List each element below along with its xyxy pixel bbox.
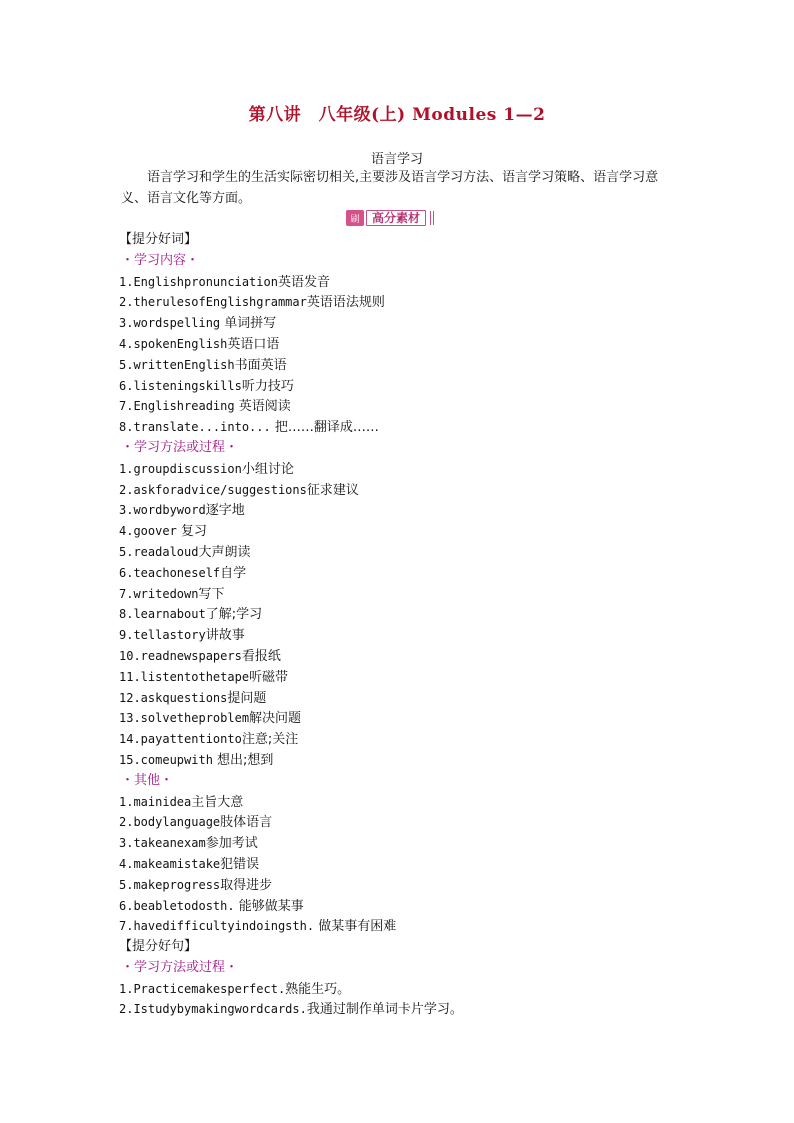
item-english: 1.Englishpronunciation [119, 274, 278, 289]
list-item [119, 272, 699, 293]
list-item [119, 750, 699, 771]
list-item [119, 334, 699, 355]
item-english: 9.tellastory [119, 628, 206, 643]
list-item [119, 854, 699, 875]
section-heading: 【提分好句】 [119, 939, 198, 955]
item-chinese: 英语口语 [227, 336, 280, 352]
item-chinese: 写下 [198, 586, 225, 602]
item-english: 1.groupdiscussion [119, 461, 242, 476]
item-english: 5.makeprogress [119, 877, 221, 892]
item-chinese: 英语语法规则 [306, 295, 385, 311]
item-english: 7.havedifficultyindoingsth. [119, 919, 315, 934]
item-chinese: 讲故事 [205, 628, 245, 644]
item-chinese: 逐字地 [205, 503, 245, 519]
list-item [119, 396, 699, 417]
brush-icon: 刷 [346, 210, 364, 226]
item-chinese: 听力技巧 [241, 378, 294, 394]
item-english: 7.Englishreading [119, 399, 235, 414]
item-chinese: 听磁带 [249, 669, 289, 685]
item-chinese: 自学 [220, 565, 247, 581]
section-subtitle: 语言学习 [370, 152, 423, 167]
list-item [119, 833, 699, 854]
list-item [119, 708, 699, 729]
item-chinese: 解决问题 [249, 711, 302, 727]
list-item [119, 979, 699, 1000]
item-english: 12.askquestions [119, 690, 228, 705]
item-english: 3.takeanexam [119, 836, 206, 851]
item-chinese: 单词拼写 [220, 316, 277, 332]
item-chinese: 取得进步 [220, 877, 273, 893]
list-item [119, 313, 699, 334]
list-item [119, 812, 699, 833]
item-english: 2.askforadvice/suggestions [119, 482, 307, 497]
list-item [119, 459, 699, 480]
item-chinese: 肢体语言 [220, 815, 273, 831]
item-english: 6.listeningskills [119, 378, 242, 393]
item-chinese: 能够做某事 [234, 898, 304, 914]
item-chinese: 复习 [176, 524, 207, 540]
item-english: 6.beabletodosth. [119, 898, 235, 913]
list-item [119, 480, 699, 501]
item-english: 2.Istudybymakingwordcards. [119, 1002, 307, 1017]
subsection-heading: ・学习内容・ [121, 252, 200, 268]
item-chinese: 主旨大意 [191, 794, 244, 810]
item-chinese: 注意;关注 [241, 732, 299, 748]
item-chinese: 犯错误 [220, 856, 260, 872]
item-english: 2.bodylanguage [119, 815, 221, 830]
badge-label: 高分素材 [366, 210, 426, 226]
list-item [119, 792, 699, 813]
page-title: 第八讲 八年级(上) Modules 1—2 [248, 105, 546, 125]
item-english: 7.writedown [119, 586, 199, 601]
list-item [119, 916, 699, 937]
subsection-heading: ・其他・ [121, 772, 174, 788]
section-heading: 【提分好词】 [119, 232, 198, 247]
item-english: 2.therulesofEnglishgrammar [119, 295, 307, 310]
subsection-heading: ・学习方法或过程・ [121, 439, 239, 455]
item-english: 11.listentothetape [119, 669, 250, 684]
item-english: 8.learnabout [119, 607, 206, 622]
list-item [119, 729, 699, 750]
item-chinese: 把……翻译成…… [270, 420, 379, 436]
item-chinese: 书面英语 [234, 357, 287, 373]
item-english: 10.readnewspapers [119, 648, 242, 663]
item-english: 5.writtenEnglish [119, 357, 235, 372]
item-chinese: 做某事有困难 [314, 919, 397, 935]
item-english: 5.readaloud [119, 544, 199, 559]
item-english: 4.makeamistake [119, 856, 221, 871]
item-chinese: 英语阅读 [234, 399, 291, 415]
item-english: 3.wordbyword [119, 503, 206, 518]
list-item [119, 376, 699, 397]
item-chinese: 英语发音 [277, 274, 330, 290]
item-chinese: 熟能生巧。 [285, 981, 351, 997]
list-item [119, 584, 699, 605]
list-item [119, 896, 699, 917]
list-item [119, 688, 699, 709]
vocabulary-list [119, 230, 699, 1020]
list-item [119, 604, 699, 625]
item-chinese: 大声朗读 [198, 544, 251, 560]
item-english: 1.mainidea [119, 794, 192, 809]
list-item [119, 500, 699, 521]
item-english: 14.payattentionto [119, 732, 242, 747]
list-item [119, 563, 699, 584]
item-chinese: 了解;学习 [205, 607, 263, 623]
badge-bars-decoration [430, 211, 434, 225]
list-item [119, 646, 699, 667]
item-chinese: 想出;想到 [212, 752, 274, 768]
list-item [119, 875, 699, 896]
item-chinese: 我通过制作单词卡片学习。 [306, 1002, 463, 1018]
item-english: 4.spokenEnglish [119, 336, 228, 351]
item-english: 13.solvetheproblem [119, 711, 250, 726]
list-item [119, 292, 699, 313]
item-chinese: 看报纸 [241, 648, 281, 664]
item-english: 6.teachoneself [119, 565, 221, 580]
item-english: 3.wordspelling [119, 316, 221, 331]
item-chinese: 小组讨论 [241, 461, 294, 477]
list-item [119, 521, 699, 542]
list-item [119, 355, 699, 376]
item-english: 8.translate...into... [119, 420, 271, 435]
subsection-heading: ・学习方法或过程・ [121, 959, 239, 975]
item-chinese: 征求建议 [306, 482, 359, 498]
material-badge [346, 209, 434, 227]
item-chinese: 提问题 [227, 690, 267, 706]
item-chinese: 参加考试 [205, 836, 258, 852]
list-item [119, 999, 699, 1020]
list-item [119, 625, 699, 646]
item-english: 4.goover [119, 524, 177, 539]
list-item [119, 417, 699, 438]
list-item [119, 542, 699, 563]
item-english: 1.Practicemakesperfect. [119, 981, 286, 996]
list-item [119, 667, 699, 688]
item-english: 15.comeupwith [119, 752, 213, 767]
intro-paragraph: 语言学习和学生的生活实际密切相关,主要涉及语言学习方法、语言学习策略、语言学习意义、语言文化等方面。 [121, 170, 659, 206]
